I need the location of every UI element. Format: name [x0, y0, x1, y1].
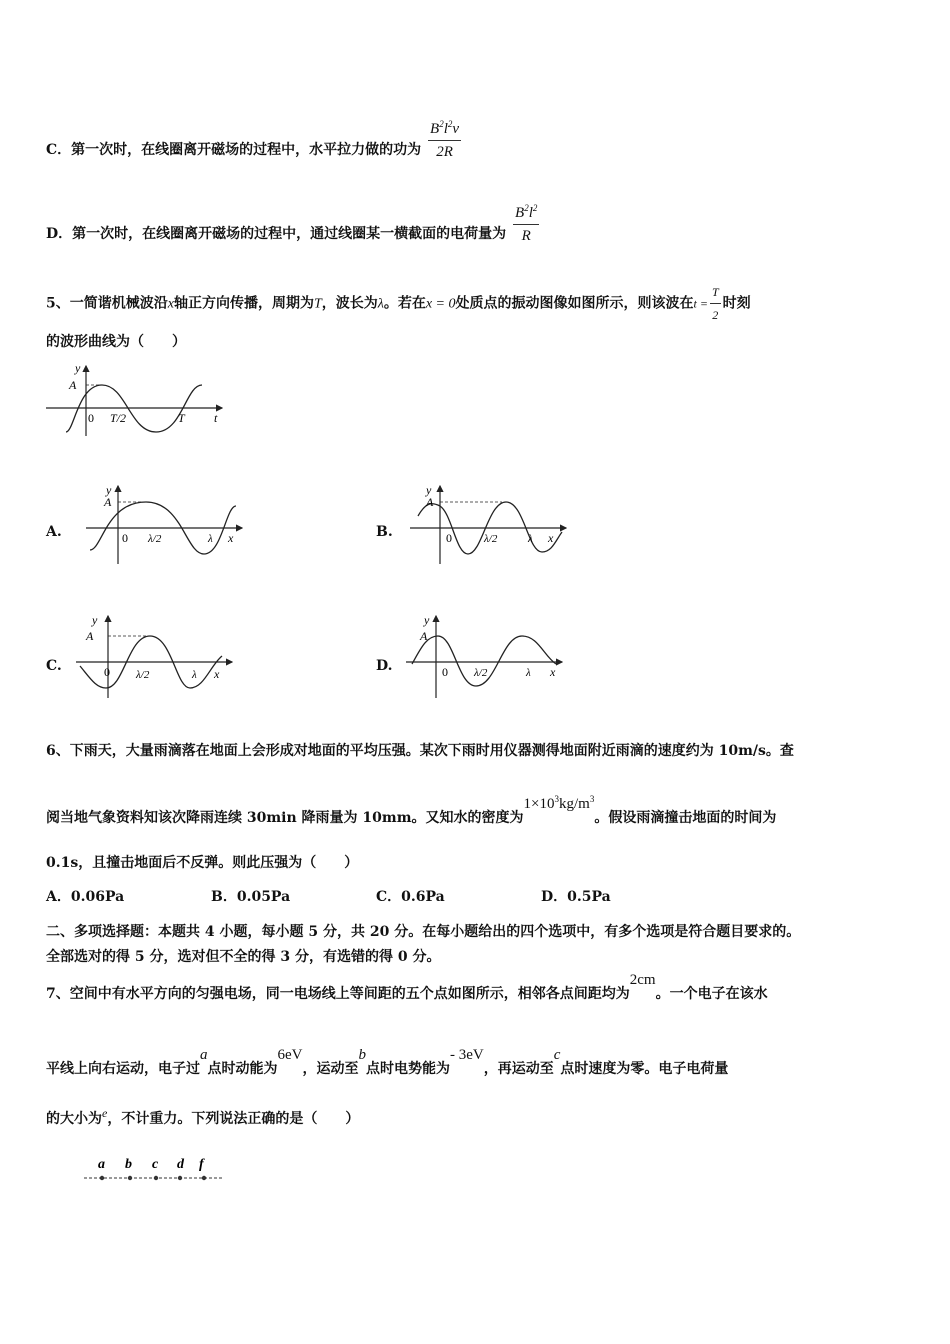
q5-option-b-graph[interactable]	[406, 480, 576, 570]
q5-option-c-label[interactable]: C.	[46, 658, 62, 674]
label-half-period: T/2	[110, 411, 127, 425]
svg-text:0: 0	[122, 531, 128, 545]
q6-choice-b[interactable]: B．0.05Pa	[211, 889, 291, 905]
svg-text:A: A	[86, 629, 94, 643]
label-d: d	[177, 1157, 184, 1172]
label-a: a	[98, 1157, 105, 1172]
section2-line2: 全部选对的得 5 分，选对但不全的得 3 分，有选错的得 0 分。	[46, 949, 441, 965]
svg-text:0: 0	[104, 665, 110, 679]
q4-option-c-text: C．第一次时，在线圈离开磁场的过程中，水平拉力做的功为	[46, 142, 422, 158]
label-c: c	[152, 1157, 159, 1172]
q6-line2: 阅当地气象资料知该次降雨连续 30min 降雨量为 10mm。又知水的密度为$1\times 10^3kg/m^3$。假设雨滴撞击地面的时间为	[46, 794, 777, 826]
svg-text:y: y	[92, 613, 98, 627]
q7-line3: 的大小为e，不计重力。下列说法正确的是（ ）	[46, 1106, 360, 1127]
q6-choice-c[interactable]: C．0.6Pa	[376, 889, 445, 905]
label-period: T	[178, 411, 185, 425]
density-value: $1\times 10^3kg/m^3$	[523, 794, 595, 812]
svg-text:λ: λ	[192, 669, 197, 681]
q6-choices	[46, 887, 611, 907]
section2-line1: 二、多项选择题：本题共 4 小题，每小题 5 分，共 20 分。在每小题给出的四个选项中，有多个选项是符合题目要求的。	[46, 924, 801, 940]
point-f	[202, 1176, 206, 1180]
svg-text:0: 0	[442, 665, 448, 679]
svg-text:x: x	[548, 531, 554, 545]
svg-text:λ: λ	[528, 533, 533, 545]
q5-vibration-graph	[42, 360, 242, 440]
q5-stem-line2: 的波形曲线为（ ）	[46, 334, 186, 350]
q7-line2: 平线上向右运动，电子过a点时动能为6eV，运动至b点时电势能为- 3eV，再运动至c点时速度为零。电子电荷量	[46, 1047, 729, 1077]
q4-option-d-fraction: $\frac{B^2l^2}{R}$	[513, 198, 539, 246]
q4-option-c-fraction: $\frac{B^2l^2v}{2R}$	[428, 114, 461, 162]
svg-text:λ: λ	[526, 667, 531, 679]
q6-choice-a[interactable]: A．0.06Pa	[46, 889, 125, 905]
label-t: t	[214, 411, 218, 425]
svg-text:A: A	[426, 495, 434, 509]
svg-text:y: y	[106, 483, 112, 497]
q5-option-d-label[interactable]: D.	[376, 658, 393, 674]
q6-line1: 6、下雨天，大量雨滴落在地面上会形成对地面的平均压强。某次下雨时用仪器测得地面附近雨滴的速度约为 10m/s。查	[46, 743, 794, 759]
svg-text:A: A	[420, 629, 428, 643]
q7-points-figure	[80, 1150, 240, 1190]
q5-option-c-graph[interactable]	[72, 610, 242, 700]
point-b	[128, 1176, 132, 1180]
svg-text:x: x	[550, 665, 556, 679]
q5-option-a-graph[interactable]	[82, 480, 252, 570]
q4-option-d	[46, 203, 541, 258]
svg-text:λ/2: λ/2	[136, 669, 150, 681]
q5-stem-line1: 5、一简谐机械波沿x轴正方向传播，周期为T，波长为λ。若在x = 0处质点的振动图像如图所示，则该波在t = $\frac{T}{2}$ 时刻	[46, 282, 751, 325]
label-A: A	[69, 378, 77, 392]
svg-text:x: x	[214, 667, 220, 681]
svg-text:λ/2: λ/2	[484, 533, 498, 545]
svg-text:A: A	[104, 495, 112, 509]
svg-text:λ/2: λ/2	[148, 533, 162, 545]
q6-line3: 0.1s，且撞击地面后不反弹。则此压强为（ ）	[46, 855, 359, 871]
svg-text:0: 0	[446, 531, 452, 545]
svg-text:λ/2: λ/2	[474, 667, 488, 679]
label-y: y	[75, 361, 81, 375]
point-d	[178, 1176, 182, 1180]
q5-option-d-graph[interactable]	[402, 610, 572, 700]
label-f: f	[199, 1157, 204, 1172]
label-zero: 0	[88, 411, 94, 425]
q7-line1: 7、空间中有水平方向的匀强电场，同一电场线上等间距的五个点如图所示，相邻各点间距均为2cm。一个电子在该水	[46, 972, 768, 1002]
q4-option-d-text: D．第一次时，在线圈离开磁场的过程中，通过线圈某一横截面的电荷量为	[46, 226, 507, 242]
q4-option-c	[46, 119, 463, 174]
svg-text:y: y	[426, 483, 432, 497]
q5-option-a-label[interactable]: A.	[46, 524, 62, 540]
svg-text:y: y	[424, 613, 430, 627]
svg-text:x: x	[228, 531, 234, 545]
point-c	[154, 1176, 158, 1180]
label-b: b	[125, 1157, 132, 1172]
q5-option-b-label[interactable]: B.	[376, 524, 393, 540]
q6-choice-d[interactable]: D．0.5Pa	[541, 889, 611, 905]
point-a	[100, 1176, 104, 1180]
svg-text:λ: λ	[208, 533, 213, 545]
